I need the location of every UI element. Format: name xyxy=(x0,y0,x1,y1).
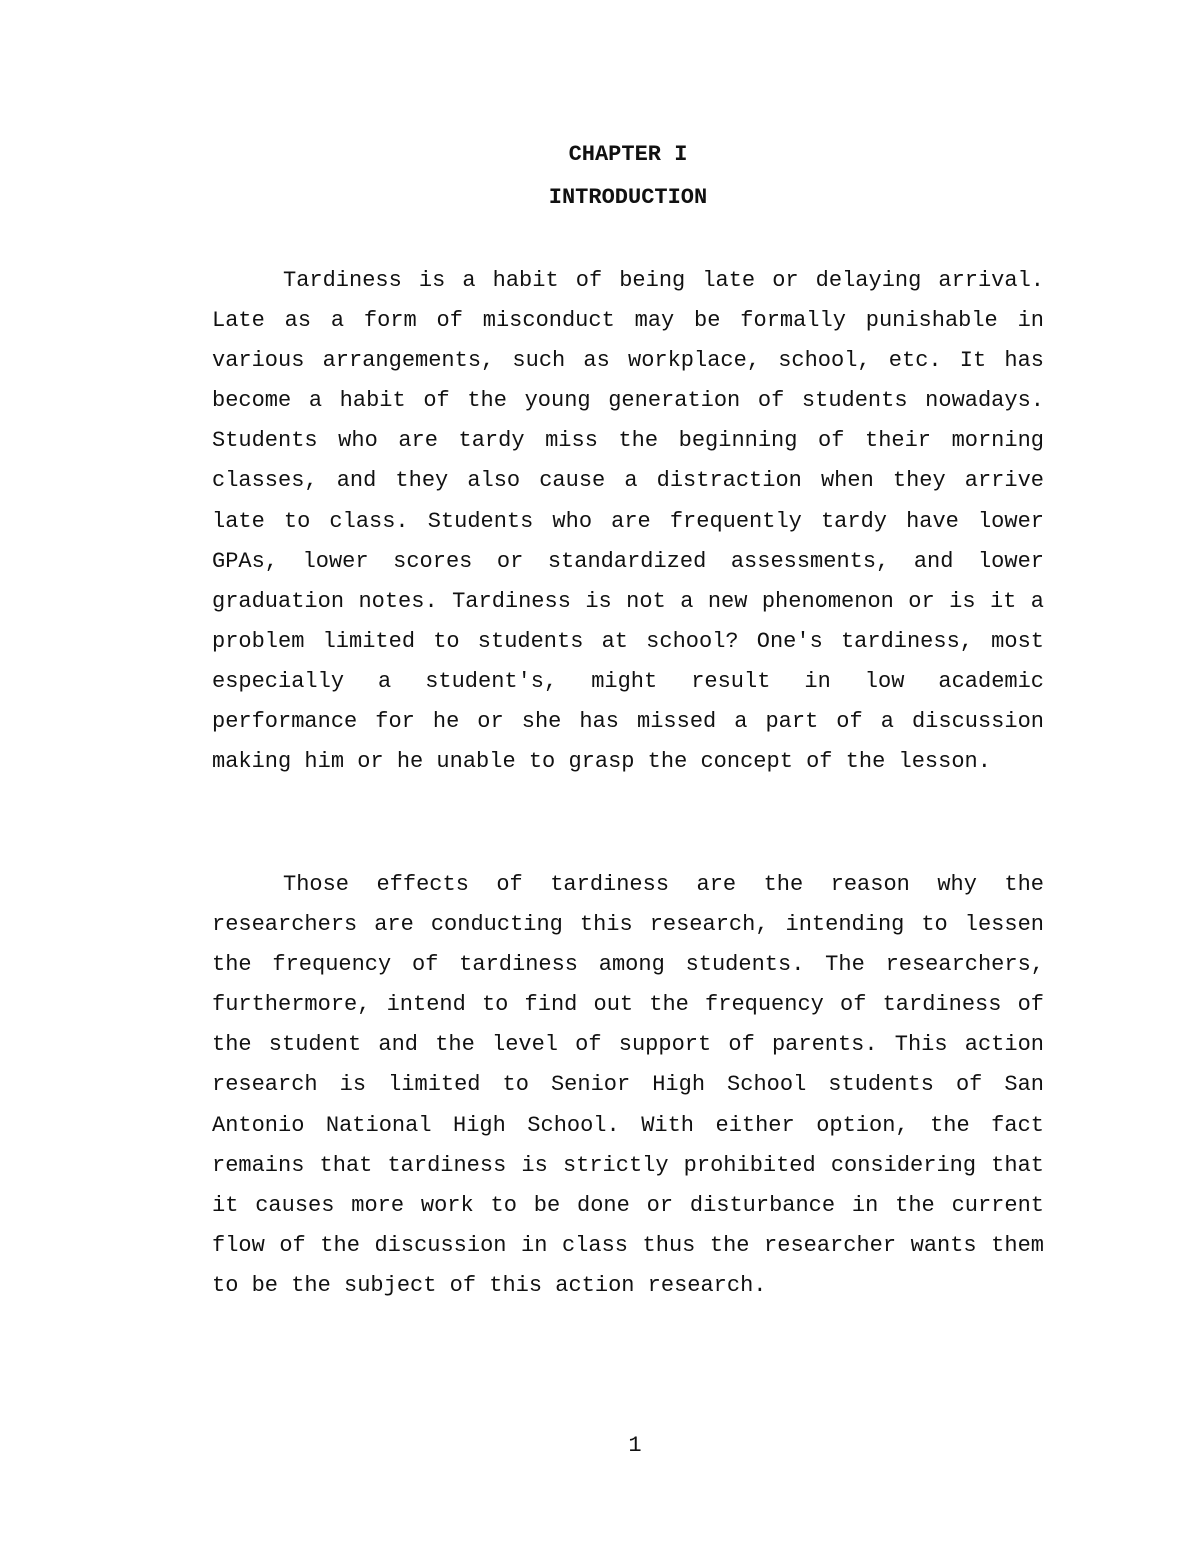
section-title: INTRODUCTION xyxy=(548,185,708,210)
body-paragraph: Tardiness is a habit of being late or delaying arrival. Late as a form of misconduct may be formally punishable in various arrangements, such as workplace, school, etc. It has become a habit of the young generation of students nowadays. Students who are tardy miss the beginning of their morning classes, and they also cause a distraction when they arrive late to class. Students who are frequently tardy have lower GPAs, lower scores or standardized assessments, and lower graduation notes. Tardiness is not a new phenomenon or is it a problem limited to students at school? One's tardiness, most especially a student's, might result in low academic performance for he or she has missed a part of a discussion making him or he unable to grasp the concept of the lesson. xyxy=(212,268,1044,775)
body-paragraph: Those effects of tardiness are the reason why the researchers are conducting this research, intending to lessen the frequency of tardiness among students. The researchers, furthermore, intend to find out the frequency of tardiness of the student and the level of support of parents. This action research is limited to Senior High School students of San Antonio National High School. With either option, the fact remains that tardiness is strictly prohibited considering that it causes more work to be done or disturbance in the current flow of the discussion in class thus the researcher wants them to be the subject of this action research. xyxy=(212,872,1044,1298)
chapter-label: CHAPTER I xyxy=(568,142,688,167)
page-number: 1 xyxy=(628,1433,642,1458)
